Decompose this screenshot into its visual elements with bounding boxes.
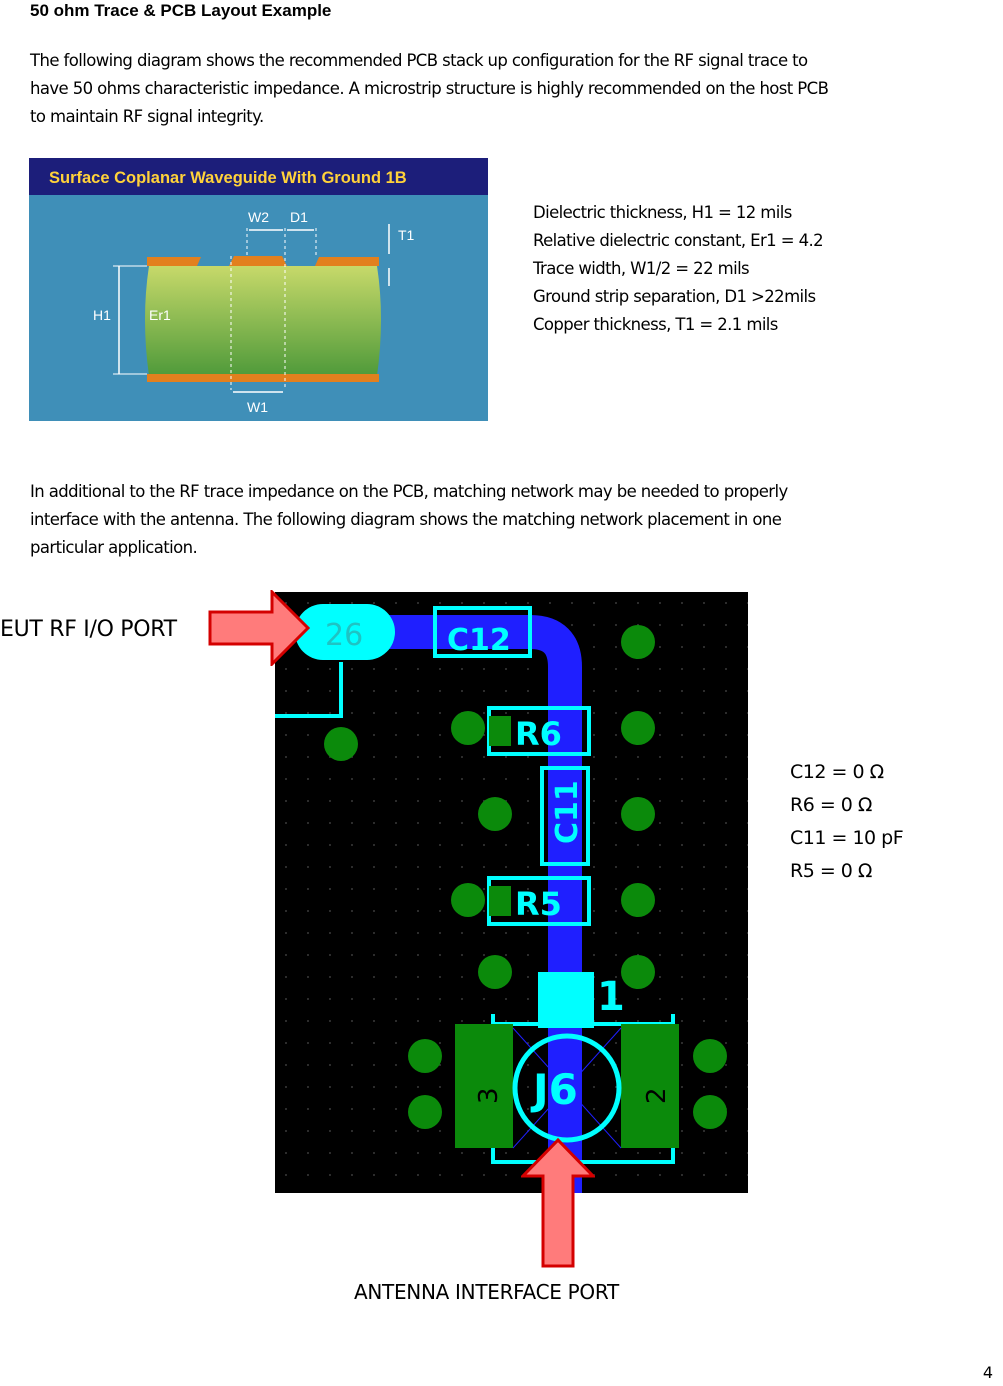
d1-label: D1 <box>290 209 308 225</box>
eut-arrow-icon <box>208 590 312 666</box>
component-values <box>790 756 903 888</box>
j6-pin3-pad <box>455 1024 513 1148</box>
ground-plane <box>147 374 379 382</box>
matching-line: interface with the antenna. The following diagram shows the matching network placement in one <box>30 510 782 529</box>
spec-line: Ground strip separation, D1 >22mils <box>533 287 816 306</box>
eut-port-label: EUT RF I/O PORT <box>0 617 177 642</box>
signal-trace <box>229 256 287 266</box>
j6-pin1-pad <box>538 972 594 1028</box>
spec-line: Trace width, W1/2 = 22 mils <box>533 259 750 278</box>
intro-line: The following diagram shows the recommended PCB stack up configuration for the RF signal trace to <box>30 51 808 70</box>
spec-line: Dielectric thickness, H1 = 12 mils <box>533 203 792 222</box>
h1-label: H1 <box>93 307 111 323</box>
j6-pin1-label: 1 <box>597 974 625 1020</box>
pcb-layout-diagram <box>275 592 748 1193</box>
stackup-diagram <box>29 158 488 421</box>
stackup-specs <box>533 199 823 339</box>
ground-strip-left <box>147 257 201 266</box>
component-value: R5 = 0 Ω <box>790 860 872 882</box>
stackup-banner-text: Surface Coplanar Waveguide With Ground 1B <box>49 169 407 187</box>
j6-pin2-label: 2 <box>642 1087 672 1104</box>
page-heading: 50 ohm Trace & PCB Layout Example <box>30 1 332 20</box>
antenna-arrow-icon <box>521 1138 595 1270</box>
intro-paragraph <box>30 47 828 131</box>
intro-line: to maintain RF signal integrity. <box>30 107 264 126</box>
r6-label: R6 <box>515 715 562 753</box>
c11-label: C11 <box>550 780 585 844</box>
c12-label: C12 <box>447 623 511 658</box>
j6-label: J6 <box>533 1065 578 1114</box>
w1-label: W1 <box>247 399 268 415</box>
j6-pin3-label: 3 <box>474 1087 504 1104</box>
t1-label: T1 <box>398 227 415 243</box>
matching-line: In additional to the RF trace impedance on the PCB, matching network may be needed to properly <box>30 482 788 501</box>
r5-label: R5 <box>515 885 562 923</box>
component-value: C11 = 10 pF <box>790 827 904 849</box>
ground-strip-right <box>315 257 379 266</box>
antenna-port-label: ANTENNA INTERFACE PORT <box>354 1280 619 1304</box>
intro-line: have 50 ohms characteristic impedance. A microstrip structure is highly recommended on the host PCB <box>30 79 829 98</box>
j6-pin2-pad <box>621 1024 679 1148</box>
component-value: R6 = 0 Ω <box>790 794 872 816</box>
dielectric-layer <box>145 266 381 376</box>
matching-paragraph <box>30 478 788 562</box>
matching-line: particular application. <box>30 538 198 557</box>
page-number: 4 <box>982 1363 993 1382</box>
w2-label: W2 <box>248 209 269 225</box>
spec-line: Copper thickness, T1 = 2.1 mils <box>533 315 778 334</box>
spec-line: Relative dielectric constant, Er1 = 4.2 <box>533 231 824 250</box>
er1-label: Er1 <box>149 307 171 323</box>
component-value: C12 = 0 Ω <box>790 761 884 783</box>
pad-26-label: 26 <box>325 618 364 653</box>
